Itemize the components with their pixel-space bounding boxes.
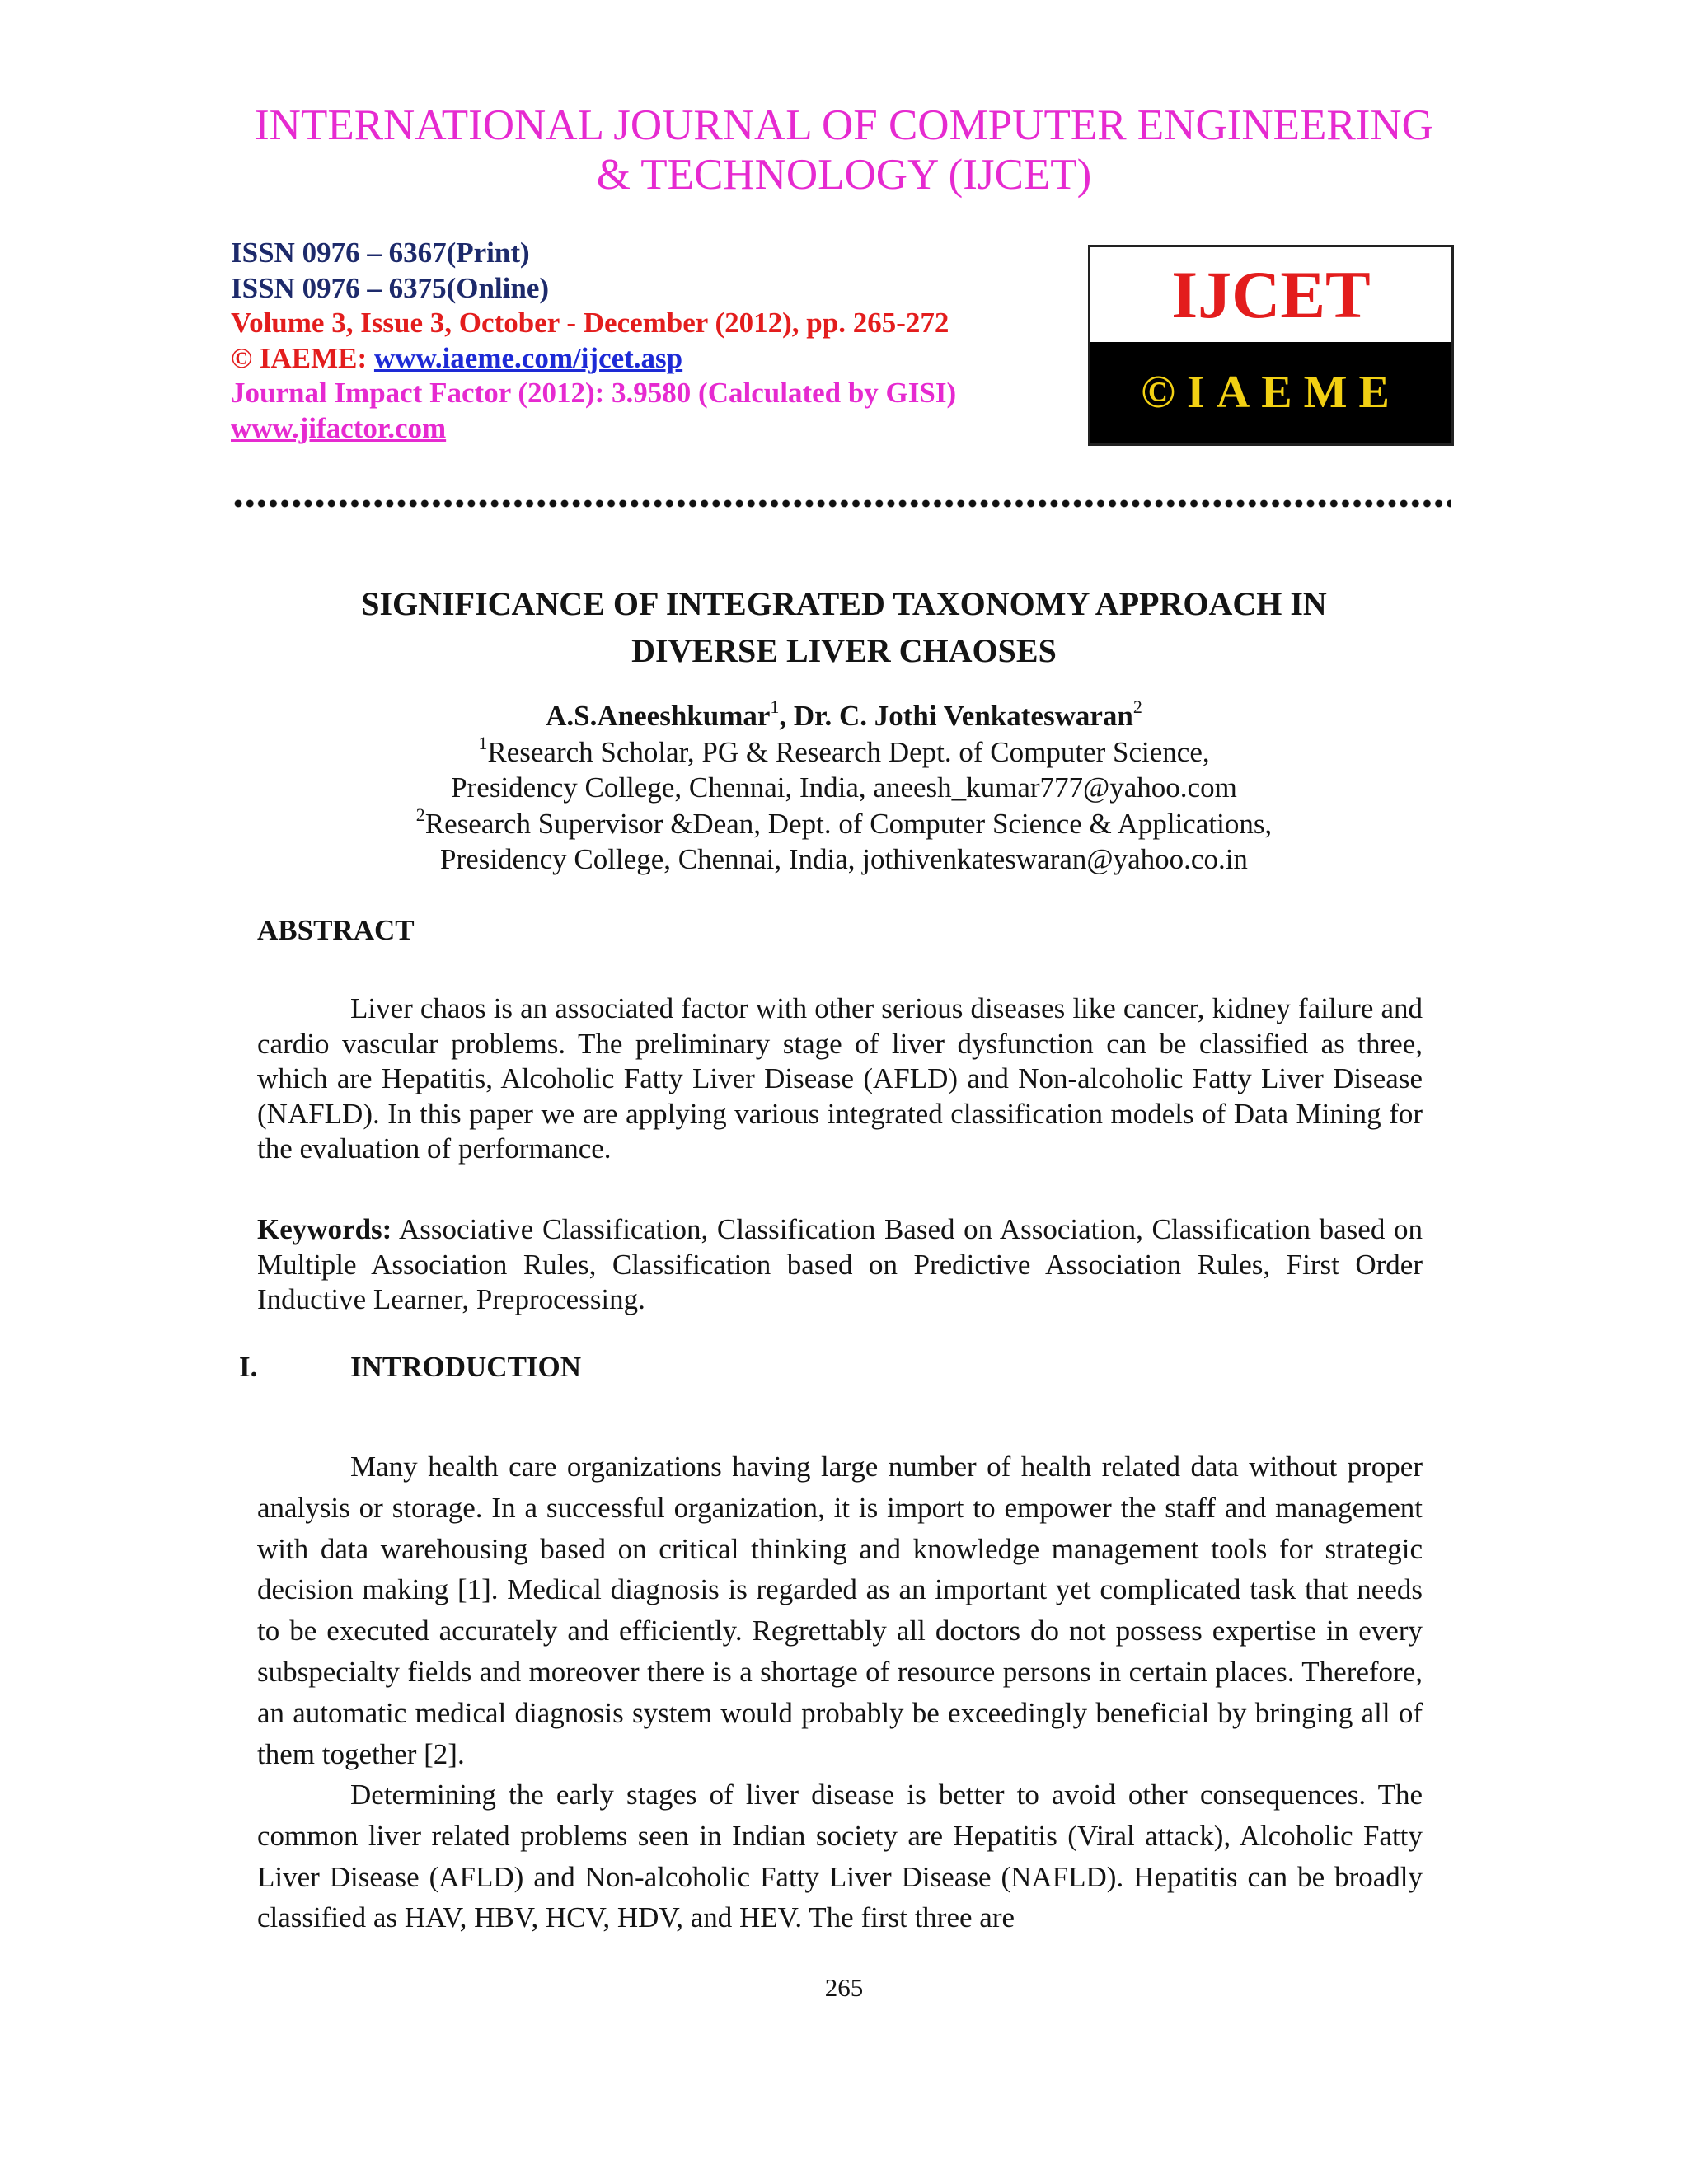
impact-factor: Journal Impact Factor (2012): 3.9580 (Calculated by GISI) — [231, 377, 957, 409]
paper-title — [0, 580, 1688, 674]
affiliation-2-sup: 2 — [415, 804, 425, 825]
affiliation-1-line-2: Presidency College, Chennai, India, aneesh_kumar777@yahoo.com — [451, 771, 1237, 804]
issn-print: ISSN 0976 – 6367(Print) — [231, 237, 530, 269]
authors-block — [0, 698, 1688, 878]
introduction-heading: INTRODUCTION — [350, 1351, 582, 1383]
logo-iaeme-text: ©IAEME — [1090, 342, 1451, 443]
logo-ijcet-text: IJCET — [1171, 257, 1371, 332]
affiliation-1-sup: 1 — [478, 732, 488, 753]
affiliation-2-text: Research Supervisor &Dean, Dept. of Computer Science & Applications, — [424, 807, 1273, 840]
journal-title-line-1: INTERNATIONAL JOURNAL OF COMPUTER ENGINEERING — [255, 101, 1433, 149]
affiliation-2-line-1 — [0, 806, 1688, 842]
introduction-paragraph-2: Determining the early stages of liver disease is better to avoid other consequences. The common liver related problems seen in Indian society are Hepatitis (Viral attack), Alcoholic Fatty Liver Disease (AFLD) and Non-alcoholic Fatty Liver Disease (NAFLD). Hepatitis can be broadly classified as HAV, HBV, HCV, HDV, and HEV. The first three are — [257, 1779, 1423, 1934]
ijcet-logo — [1088, 245, 1454, 446]
abstract-heading: ABSTRACT — [257, 914, 415, 946]
keywords-label: Keywords: — [257, 1213, 392, 1245]
author-1: A.S.Aneeshkumar — [546, 700, 771, 732]
dotted-separator — [232, 498, 1451, 509]
paper-title-line-1: SIGNIFICANCE OF INTEGRATED TAXONOMY APPROACH IN — [361, 585, 1327, 622]
jifactor-link[interactable]: www.jifactor.com — [231, 411, 447, 444]
author-1-sup: 1 — [770, 696, 780, 718]
page-number: 265 — [824, 1973, 864, 2002]
affiliation-1-text: Research Scholar, PG & Research Dept. of Computer Science, — [487, 735, 1210, 768]
author-names — [0, 698, 1688, 734]
affiliation-1-line-1 — [0, 734, 1688, 771]
author-separator: , — [779, 700, 794, 732]
author-2-sup: 2 — [1132, 696, 1142, 718]
keywords-text: Associative Classification, Classification Based on Association, Classification based on Multiple Association Rules, Classification based on Predictive Association Rules, First Order Inductive Learner, Preprocessing. — [257, 1213, 1423, 1315]
introduction-number: I. — [239, 1351, 258, 1383]
author-2: Dr. C. Jothi Venkateswaran — [793, 700, 1133, 732]
affiliation-2-line-2: Presidency College, Chennai, India, jothivenkateswaran@yahoo.co.in — [440, 843, 1248, 875]
journal-title — [0, 101, 1688, 199]
paper-title-line-2: DIVERSE LIVER CHAOSES — [631, 632, 1057, 669]
iaeme-link[interactable]: www.iaeme.com/ijcet.asp — [373, 341, 683, 374]
iaeme-line — [231, 341, 956, 377]
iaeme-prefix: © IAEME: — [231, 341, 374, 374]
publication-info — [231, 236, 956, 446]
volume-info: Volume 3, Issue 3, October - December (2012), pp. 265-272 — [231, 307, 950, 339]
keywords-paragraph — [257, 1212, 1423, 1318]
journal-title-line-2: & TECHNOLOGY (IJCET) — [596, 151, 1092, 199]
abstract-text: Liver chaos is an associated factor with other serious diseases like cancer, kidney failure and cardio vascular problems. The preliminary stage of liver dysfunction can be classified as three, which are Hepatitis, Alcoholic Fatty Liver Disease (AFLD) and Non-alcoholic Fatty Liver Disease (NAFLD). In this paper we are applying various integrated classification models of Data Mining for the evaluation of performance. — [257, 992, 1423, 1165]
issn-online: ISSN 0976 – 6375(Online) — [231, 271, 550, 304]
introduction-paragraph-1: Many health care organizations having large number of health related data without proper analysis or storage. In a successful organization, it is import to empower the staff and management with data warehousing based on critical thinking and knowledge management tools for strategic decision making [1]. Medical diagnosis is regarded as an important yet complicated task that needs to be executed accurately and efficiently. Regrettably all doctors do not possess expertise in every subspecialty fields and moreover there is a shortage of resource persons in certain places. Therefore, an automatic medical diagnosis system would probably be exceedingly beneficial by bringing all of them together [2]. — [257, 1451, 1423, 1770]
